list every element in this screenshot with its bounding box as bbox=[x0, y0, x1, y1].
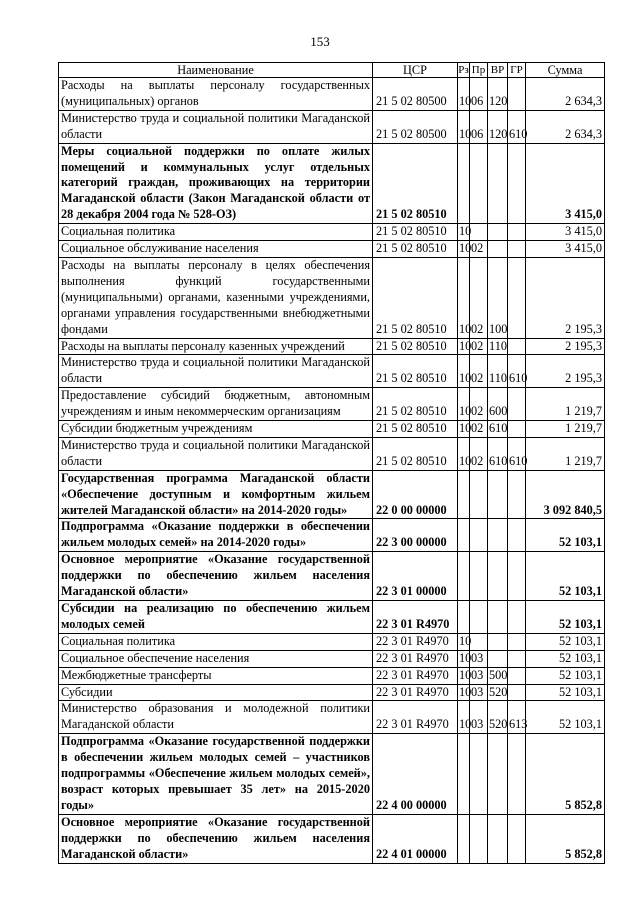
cell-sum: 1 219,7 bbox=[526, 437, 605, 470]
cell-gr bbox=[508, 421, 526, 438]
cell-pr bbox=[470, 734, 488, 815]
cell-vr bbox=[488, 552, 508, 601]
cell-sum: 3 415,0 bbox=[526, 143, 605, 224]
cell-csr: 21 5 02 80510 bbox=[373, 338, 458, 355]
cell-sum: 52 103,1 bbox=[526, 601, 605, 634]
cell-vr: 120 bbox=[488, 110, 508, 143]
cell-rz: 10 bbox=[458, 224, 470, 241]
cell-name: Расходы на выплаты персоналу в целях обеспечения выполнения функций государственными (муниципальными) органами, казенными учреждениями, органами управления государственными внебюджетными фондами bbox=[59, 257, 373, 338]
cell-name: Расходы на выплаты персоналу государственных (муниципальных) органов bbox=[59, 78, 373, 111]
cell-rz: 10 bbox=[458, 667, 470, 684]
table-row bbox=[59, 650, 605, 667]
cell-gr bbox=[508, 224, 526, 241]
cell-gr bbox=[508, 552, 526, 601]
cell-rz bbox=[458, 470, 470, 519]
cell-sum: 3 415,0 bbox=[526, 224, 605, 241]
cell-sum: 2 634,3 bbox=[526, 110, 605, 143]
table-row bbox=[59, 241, 605, 258]
cell-rz: 10 bbox=[458, 355, 470, 388]
cell-csr: 22 3 01 R4970 bbox=[373, 684, 458, 701]
cell-vr bbox=[488, 241, 508, 258]
cell-rz: 10 bbox=[458, 701, 470, 734]
table-row bbox=[59, 601, 605, 634]
cell-vr: 100 bbox=[488, 257, 508, 338]
cell-name: Подпрограмма «Оказание поддержки в обеспечении жильем молодых семей» на 2014-2020 годы» bbox=[59, 519, 373, 552]
cell-rz: 10 bbox=[458, 78, 470, 111]
cell-pr bbox=[470, 601, 488, 634]
header-rz: Рз bbox=[458, 64, 469, 76]
cell-rz: 10 bbox=[458, 633, 470, 650]
header-csr: ЦСР bbox=[373, 63, 458, 78]
cell-sum: 52 103,1 bbox=[526, 667, 605, 684]
cell-pr: 02 bbox=[470, 421, 488, 438]
cell-pr: 03 bbox=[470, 667, 488, 684]
cell-csr: 22 3 01 R4970 bbox=[373, 633, 458, 650]
cell-rz: 10 bbox=[458, 437, 470, 470]
table-row bbox=[59, 701, 605, 734]
cell-name: Предоставление субсидий бюджетным, автономным учреждениям и иным некоммерческим организациям bbox=[59, 388, 373, 421]
cell-pr: 03 bbox=[470, 701, 488, 734]
cell-name: Подпрограмма «Оказание государственной поддержки в обеспечении жильем молодых семей – участников подпрограммы «Обеспечение жильем молодых семей», возраст которых превышает 35 лет» на 2015-2020 годы» bbox=[59, 734, 373, 815]
cell-gr bbox=[508, 684, 526, 701]
cell-gr bbox=[508, 667, 526, 684]
cell-pr bbox=[470, 552, 488, 601]
cell-sum: 2 195,3 bbox=[526, 355, 605, 388]
table-body bbox=[59, 78, 605, 864]
cell-sum: 2 195,3 bbox=[526, 338, 605, 355]
cell-rz bbox=[458, 814, 470, 863]
cell-sum: 2 195,3 bbox=[526, 257, 605, 338]
cell-pr: 02 bbox=[470, 257, 488, 338]
cell-vr: 520 bbox=[488, 701, 508, 734]
cell-pr bbox=[470, 519, 488, 552]
cell-name: Социальная политика bbox=[59, 633, 373, 650]
header-vr: ВР bbox=[488, 63, 508, 78]
cell-csr: 21 5 02 80500 bbox=[373, 78, 458, 111]
cell-csr: 21 5 02 80510 bbox=[373, 257, 458, 338]
table-row bbox=[59, 633, 605, 650]
budget-table bbox=[58, 62, 605, 864]
cell-gr bbox=[508, 78, 526, 111]
cell-csr: 22 3 01 R4970 bbox=[373, 650, 458, 667]
cell-vr bbox=[488, 470, 508, 519]
cell-sum: 52 103,1 bbox=[526, 519, 605, 552]
cell-gr bbox=[508, 633, 526, 650]
table-row bbox=[59, 814, 605, 863]
cell-vr bbox=[488, 734, 508, 815]
cell-gr: 610 bbox=[508, 355, 526, 388]
cell-sum: 52 103,1 bbox=[526, 633, 605, 650]
cell-rz bbox=[458, 552, 470, 601]
cell-vr: 520 bbox=[488, 684, 508, 701]
cell-pr: 02 bbox=[470, 241, 488, 258]
cell-pr: 03 bbox=[470, 650, 488, 667]
cell-pr: 03 bbox=[470, 684, 488, 701]
header-gr: ГР bbox=[508, 63, 526, 78]
cell-sum: 5 852,8 bbox=[526, 734, 605, 815]
cell-vr bbox=[488, 143, 508, 224]
cell-vr bbox=[488, 601, 508, 634]
cell-name: Социальное обеспечение населения bbox=[59, 650, 373, 667]
cell-gr bbox=[508, 734, 526, 815]
cell-rz bbox=[458, 519, 470, 552]
cell-vr: 110 bbox=[488, 338, 508, 355]
table-row bbox=[59, 437, 605, 470]
cell-name: Субсидии на реализацию по обеспечению жильем молодых семей bbox=[59, 601, 373, 634]
header-sum: Сумма bbox=[526, 63, 605, 78]
cell-name: Субсидии бюджетным учреждениям bbox=[59, 421, 373, 438]
cell-sum: 3 415,0 bbox=[526, 241, 605, 258]
cell-csr: 22 4 01 00000 bbox=[373, 814, 458, 863]
cell-gr: 610 bbox=[508, 110, 526, 143]
cell-gr bbox=[508, 470, 526, 519]
cell-rz bbox=[458, 143, 470, 224]
cell-pr: 06 bbox=[470, 110, 488, 143]
cell-pr bbox=[470, 633, 488, 650]
table-row bbox=[59, 143, 605, 224]
cell-csr: 21 5 02 80510 bbox=[373, 355, 458, 388]
cell-rz bbox=[458, 734, 470, 815]
cell-csr: 22 3 00 00000 bbox=[373, 519, 458, 552]
cell-sum: 52 103,1 bbox=[526, 552, 605, 601]
table-row bbox=[59, 110, 605, 143]
cell-sum: 3 092 840,5 bbox=[526, 470, 605, 519]
cell-pr bbox=[470, 224, 488, 241]
cell-csr: 21 5 02 80510 bbox=[373, 143, 458, 224]
cell-csr: 21 5 02 80500 bbox=[373, 110, 458, 143]
table-row bbox=[59, 421, 605, 438]
cell-gr bbox=[508, 241, 526, 258]
cell-sum: 52 103,1 bbox=[526, 650, 605, 667]
table-row bbox=[59, 257, 605, 338]
cell-rz: 10 bbox=[458, 421, 470, 438]
table-header-row bbox=[59, 63, 605, 78]
table-row bbox=[59, 224, 605, 241]
cell-csr: 21 5 02 80510 bbox=[373, 241, 458, 258]
cell-name: Министерство труда и социальной политики Магаданской области bbox=[59, 437, 373, 470]
cell-vr bbox=[488, 814, 508, 863]
cell-csr: 22 3 01 00000 bbox=[373, 552, 458, 601]
cell-vr: 500 bbox=[488, 667, 508, 684]
page-number: 153 bbox=[310, 34, 330, 49]
cell-csr: 22 4 00 00000 bbox=[373, 734, 458, 815]
cell-pr: 02 bbox=[470, 355, 488, 388]
cell-name: Меры социальной поддержки по оплате жилых помещений и коммунальных услуг отдельных категорий граждан, проживающих на территории Магаданской области (Закон Магаданской области от 28 декабря 2004 года № 528-ОЗ) bbox=[59, 143, 373, 224]
cell-csr: 22 3 01 R4970 bbox=[373, 701, 458, 734]
cell-gr: 613 bbox=[508, 701, 526, 734]
cell-pr bbox=[470, 470, 488, 519]
table-row bbox=[59, 734, 605, 815]
cell-rz: 10 bbox=[458, 388, 470, 421]
cell-sum: 52 103,1 bbox=[526, 701, 605, 734]
table-row bbox=[59, 78, 605, 111]
cell-rz bbox=[458, 601, 470, 634]
header-name: Наименование bbox=[59, 63, 373, 78]
header-pr: Пр bbox=[470, 63, 488, 78]
cell-name: Министерство образования и молодежной политики Магаданской области bbox=[59, 701, 373, 734]
cell-sum: 5 852,8 bbox=[526, 814, 605, 863]
cell-vr: 110 bbox=[488, 355, 508, 388]
cell-csr: 21 5 02 80510 bbox=[373, 421, 458, 438]
cell-name: Основное мероприятие «Оказание государственной поддержки по обеспечению жильем населения Магаданской области» bbox=[59, 552, 373, 601]
cell-vr: 610 bbox=[488, 437, 508, 470]
cell-name: Социальная политика bbox=[59, 224, 373, 241]
cell-rz: 10 bbox=[458, 110, 470, 143]
cell-vr bbox=[488, 519, 508, 552]
cell-name: Министерство труда и социальной политики Магаданской области bbox=[59, 355, 373, 388]
cell-sum: 1 219,7 bbox=[526, 388, 605, 421]
cell-vr: 600 bbox=[488, 388, 508, 421]
cell-pr bbox=[470, 143, 488, 224]
cell-gr bbox=[508, 143, 526, 224]
cell-name: Министерство труда и социальной политики Магаданской области bbox=[59, 110, 373, 143]
cell-rz: 10 bbox=[458, 257, 470, 338]
cell-gr bbox=[508, 601, 526, 634]
cell-sum: 1 219,7 bbox=[526, 421, 605, 438]
cell-gr bbox=[508, 257, 526, 338]
table-row bbox=[59, 552, 605, 601]
table-row bbox=[59, 470, 605, 519]
cell-csr: 21 5 02 80510 bbox=[373, 437, 458, 470]
cell-csr: 21 5 02 80510 bbox=[373, 224, 458, 241]
table-row bbox=[59, 667, 605, 684]
cell-name: Основное мероприятие «Оказание государственной поддержки по обеспечению жильем населения Магаданской области» bbox=[59, 814, 373, 863]
table-row bbox=[59, 355, 605, 388]
cell-name: Социальное обслуживание населения bbox=[59, 241, 373, 258]
cell-gr bbox=[508, 388, 526, 421]
cell-csr: 22 0 00 00000 bbox=[373, 470, 458, 519]
cell-vr: 610 bbox=[488, 421, 508, 438]
table-row bbox=[59, 338, 605, 355]
cell-sum: 2 634,3 bbox=[526, 78, 605, 111]
cell-rz: 10 bbox=[458, 650, 470, 667]
cell-gr bbox=[508, 519, 526, 552]
cell-csr: 21 5 02 80510 bbox=[373, 388, 458, 421]
cell-csr: 22 3 01 R4970 bbox=[373, 667, 458, 684]
table-row bbox=[59, 684, 605, 701]
cell-sum: 52 103,1 bbox=[526, 684, 605, 701]
cell-name: Государственная программа Магаданской области «Обеспечение доступным и комфортным жильем жителей Магаданской области» на 2014-2020 годы» bbox=[59, 470, 373, 519]
cell-pr: 02 bbox=[470, 388, 488, 421]
cell-gr bbox=[508, 650, 526, 667]
cell-vr bbox=[488, 224, 508, 241]
table-row bbox=[59, 519, 605, 552]
cell-rz: 10 bbox=[458, 241, 470, 258]
cell-gr: 610 bbox=[508, 437, 526, 470]
cell-rz: 10 bbox=[458, 338, 470, 355]
cell-vr: 120 bbox=[488, 78, 508, 111]
cell-vr bbox=[488, 633, 508, 650]
cell-rz: 10 bbox=[458, 684, 470, 701]
cell-name: Субсидии bbox=[59, 684, 373, 701]
table-row bbox=[59, 388, 605, 421]
cell-name: Расходы на выплаты персоналу казенных учреждений bbox=[59, 338, 373, 355]
cell-pr: 02 bbox=[470, 338, 488, 355]
cell-vr bbox=[488, 650, 508, 667]
cell-csr: 22 3 01 R4970 bbox=[373, 601, 458, 634]
cell-pr bbox=[470, 814, 488, 863]
cell-name: Межбюджетные трансферты bbox=[59, 667, 373, 684]
cell-gr bbox=[508, 338, 526, 355]
cell-pr: 06 bbox=[470, 78, 488, 111]
cell-pr: 02 bbox=[470, 437, 488, 470]
cell-gr bbox=[508, 814, 526, 863]
